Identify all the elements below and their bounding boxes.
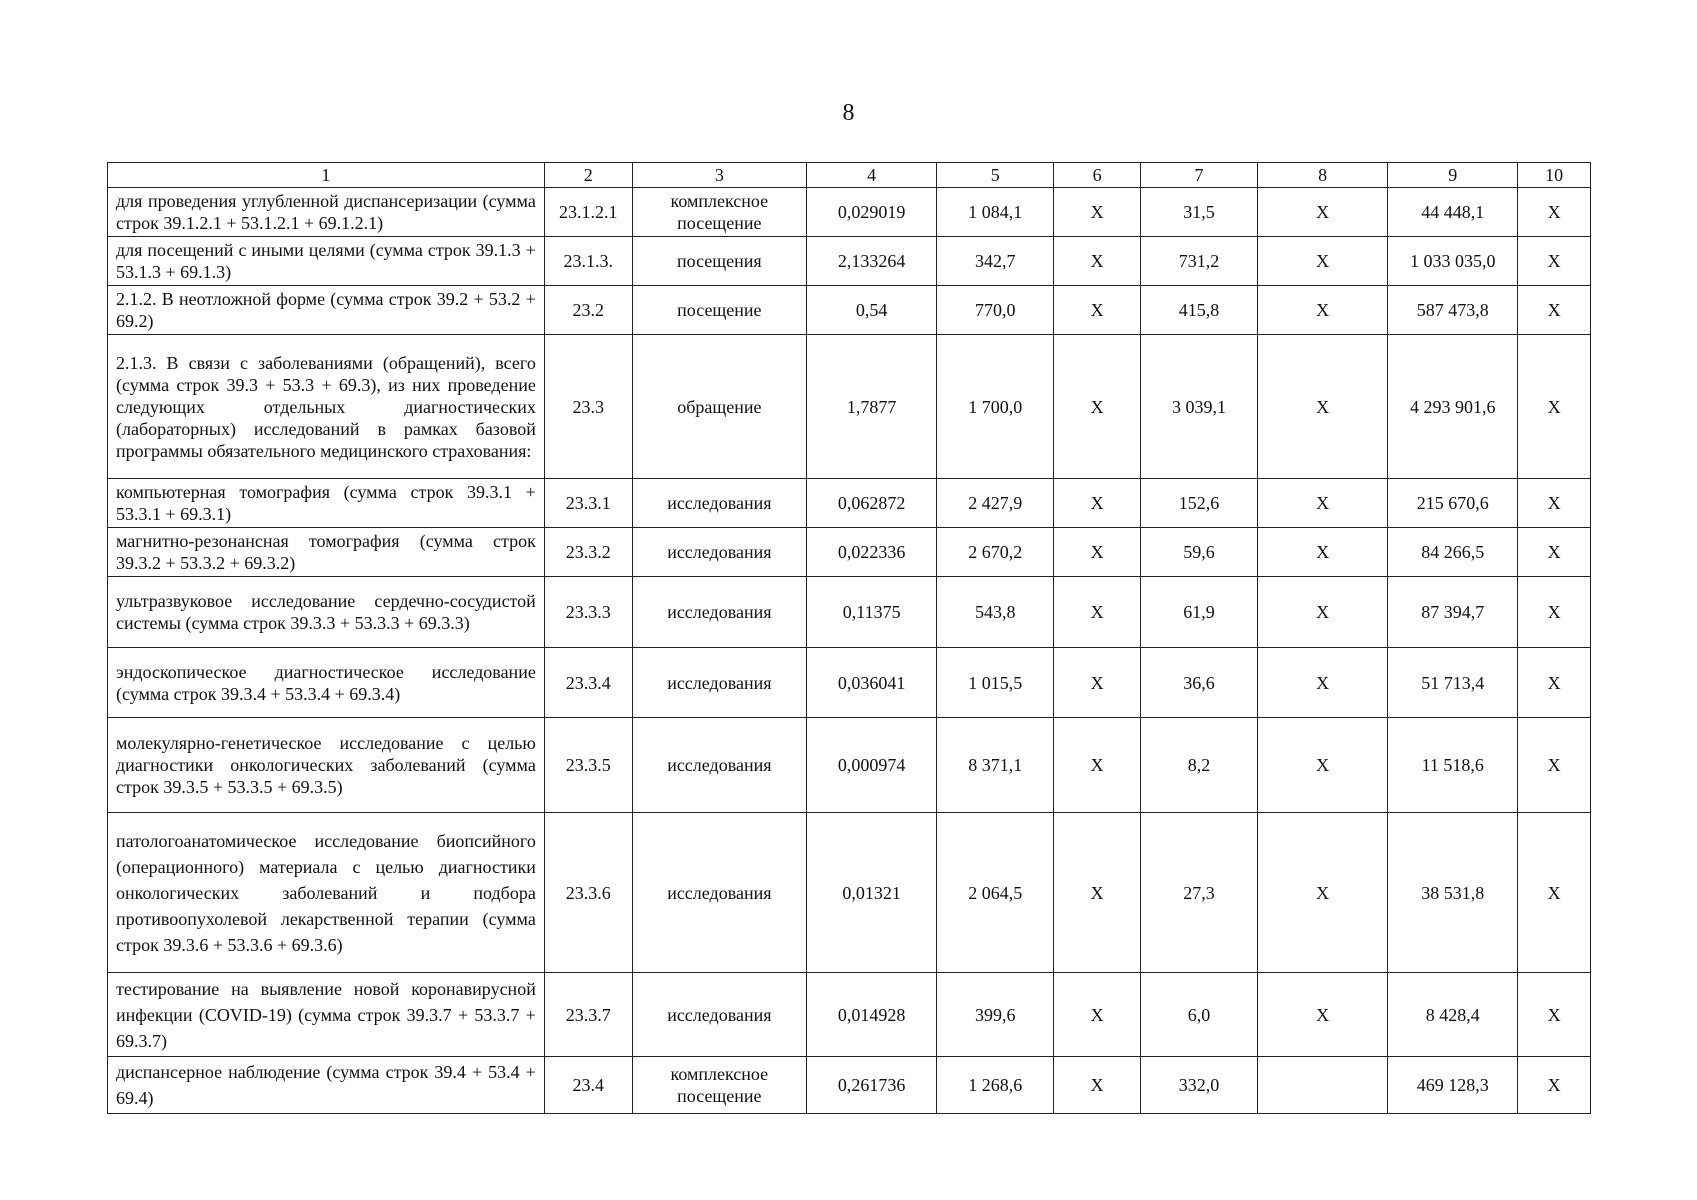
- table-row: [108, 237, 1591, 286]
- cell: 4 293 901,6: [1388, 335, 1518, 479]
- row-unit: посещение: [632, 286, 807, 335]
- cell: 6,0: [1141, 973, 1258, 1057]
- cell: X: [1054, 286, 1141, 335]
- cell: X: [1518, 718, 1591, 813]
- cell: X: [1518, 335, 1591, 479]
- cell: 215 670,6: [1388, 479, 1518, 528]
- cell: X: [1518, 479, 1591, 528]
- cell: 38 531,8: [1388, 813, 1518, 973]
- cell: X: [1258, 335, 1388, 479]
- row-unit: исследования: [632, 718, 807, 813]
- table-row: [108, 286, 1591, 335]
- cell: X: [1258, 973, 1388, 1057]
- cell: 11 518,6: [1388, 718, 1518, 813]
- column-header: 4: [807, 163, 937, 188]
- table-row: [108, 577, 1591, 648]
- cell: 415,8: [1141, 286, 1258, 335]
- cell: X: [1054, 237, 1141, 286]
- cell: X: [1054, 813, 1141, 973]
- cell: X: [1518, 577, 1591, 648]
- row-description: ультразвуковое исследование сердечно-сосудистой системы (сумма строк 39.3.3 + 53.3.3 + 69.3.3): [108, 577, 545, 648]
- cell: 51 713,4: [1388, 648, 1518, 718]
- cell: 0,062872: [807, 479, 937, 528]
- cell: 1 033 035,0: [1388, 237, 1518, 286]
- row-unit: исследования: [632, 813, 807, 973]
- row-description: 2.1.3. В связи с заболеваниями (обращений), всего (сумма строк 39.3 + 53.3 + 69.3), из них проведение следующих отдельных диагностических (лабораторных) исследований в рамках базовой программы обязательного медицинского страхования:: [108, 335, 545, 479]
- row-unit: комплексное посещение: [632, 188, 807, 237]
- table-row: [108, 973, 1591, 1057]
- column-header: 5: [937, 163, 1054, 188]
- cell: 731,2: [1141, 237, 1258, 286]
- column-header: 9: [1388, 163, 1518, 188]
- column-header: 7: [1141, 163, 1258, 188]
- column-header: 10: [1518, 163, 1591, 188]
- row-code: 23.3.6: [544, 813, 632, 973]
- cell: 1 700,0: [937, 335, 1054, 479]
- row-unit: комплексное посещение: [632, 1057, 807, 1114]
- row-code: 23.3.1: [544, 479, 632, 528]
- cell: X: [1258, 813, 1388, 973]
- cell: X: [1258, 479, 1388, 528]
- column-header: 8: [1258, 163, 1388, 188]
- cell: X: [1054, 479, 1141, 528]
- cell: 44 448,1: [1388, 188, 1518, 237]
- row-unit: обращение: [632, 335, 807, 479]
- cell: 0,029019: [807, 188, 937, 237]
- row-unit: исследования: [632, 577, 807, 648]
- cell: 1 268,6: [937, 1057, 1054, 1114]
- row-unit: исследования: [632, 973, 807, 1057]
- cell: X: [1258, 718, 1388, 813]
- row-description: магнитно-резонансная томография (сумма строк 39.3.2 + 53.3.2 + 69.3.2): [108, 528, 545, 577]
- table-row: [108, 813, 1591, 973]
- row-code: 23.1.3.: [544, 237, 632, 286]
- cell: X: [1518, 813, 1591, 973]
- cell: 0,54: [807, 286, 937, 335]
- cell: 36,6: [1141, 648, 1258, 718]
- column-header: 3: [632, 163, 807, 188]
- cell: 8,2: [1141, 718, 1258, 813]
- cell: X: [1518, 286, 1591, 335]
- row-unit: исследования: [632, 528, 807, 577]
- table-row: [108, 648, 1591, 718]
- cell: 342,7: [937, 237, 1054, 286]
- row-code: 23.3.3: [544, 577, 632, 648]
- cell: X: [1518, 648, 1591, 718]
- cell: X: [1054, 718, 1141, 813]
- row-description: 2.1.2. В неотложной форме (сумма строк 39.2 + 53.2 + 69.2): [108, 286, 545, 335]
- cell: 399,6: [937, 973, 1054, 1057]
- row-code: 23.3.7: [544, 973, 632, 1057]
- row-code: 23.1.2.1: [544, 188, 632, 237]
- cell: X: [1518, 528, 1591, 577]
- column-header: 2: [544, 163, 632, 188]
- cell: 469 128,3: [1388, 1057, 1518, 1114]
- cell: 8 371,1: [937, 718, 1054, 813]
- table-row: [108, 479, 1591, 528]
- cell: X: [1054, 973, 1141, 1057]
- cell: 0,01321: [807, 813, 937, 973]
- cell: 61,9: [1141, 577, 1258, 648]
- cell: 2 427,9: [937, 479, 1054, 528]
- cell: 0,014928: [807, 973, 937, 1057]
- table-row: [108, 335, 1591, 479]
- cell: 2,133264: [807, 237, 937, 286]
- cell: 587 473,8: [1388, 286, 1518, 335]
- cell: X: [1258, 188, 1388, 237]
- row-code: 23.3.5: [544, 718, 632, 813]
- cell: X: [1054, 648, 1141, 718]
- row-description: эндоскопическое диагностическое исследование (сумма строк 39.3.4 + 53.3.4 + 69.3.4): [108, 648, 545, 718]
- cell: X: [1054, 577, 1141, 648]
- cell: 1 084,1: [937, 188, 1054, 237]
- cell: 0,11375: [807, 577, 937, 648]
- column-header: 6: [1054, 163, 1141, 188]
- cell: 2 670,2: [937, 528, 1054, 577]
- data-table: [107, 162, 1591, 1114]
- row-unit: исследования: [632, 479, 807, 528]
- row-unit: посещения: [632, 237, 807, 286]
- table-row: [108, 1057, 1591, 1114]
- cell: 1,7877: [807, 335, 937, 479]
- cell: X: [1258, 648, 1388, 718]
- cell: X: [1518, 973, 1591, 1057]
- cell: 0,000974: [807, 718, 937, 813]
- cell: X: [1054, 335, 1141, 479]
- row-unit: исследования: [632, 648, 807, 718]
- page-number: 8: [842, 100, 855, 126]
- cell: 543,8: [937, 577, 1054, 648]
- cell: 152,6: [1141, 479, 1258, 528]
- cell: 0,022336: [807, 528, 937, 577]
- table-row: [108, 188, 1591, 237]
- column-number-row: [108, 163, 1591, 188]
- cell: X: [1258, 577, 1388, 648]
- cell: 0,036041: [807, 648, 937, 718]
- row-description: тестирование на выявление новой коронавирусной инфекции (COVID-19) (сумма строк 39.3.7 + 53.3.7 + 69.3.7): [108, 973, 545, 1057]
- row-description: для проведения углубленной диспансеризации (сумма строк 39.1.2.1 + 53.1.2.1 + 69.1.2.1): [108, 188, 545, 237]
- cell: 2 064,5: [937, 813, 1054, 973]
- cell: 1 015,5: [937, 648, 1054, 718]
- cell: X: [1054, 528, 1141, 577]
- cell: 0,261736: [807, 1057, 937, 1114]
- cell: X: [1054, 188, 1141, 237]
- cell: X: [1258, 237, 1388, 286]
- cell: X: [1518, 237, 1591, 286]
- row-description: для посещений с иными целями (сумма строк 39.1.3 + 53.1.3 + 69.1.3): [108, 237, 545, 286]
- cell: 8 428,4: [1388, 973, 1518, 1057]
- row-description: компьютерная томография (сумма строк 39.3.1 + 53.3.1 + 69.3.1): [108, 479, 545, 528]
- cell: 31,5: [1141, 188, 1258, 237]
- cell: 59,6: [1141, 528, 1258, 577]
- cell: 332,0: [1141, 1057, 1258, 1114]
- cell: X: [1258, 528, 1388, 577]
- cell: 84 266,5: [1388, 528, 1518, 577]
- row-description: диспансерное наблюдение (сумма строк 39.4 + 53.4 + 69.4): [108, 1057, 545, 1114]
- table-row: [108, 718, 1591, 813]
- cell: 87 394,7: [1388, 577, 1518, 648]
- row-description: молекулярно-генетическое исследование с целью диагностики онкологических заболеваний (сумма строк 39.3.5 + 53.3.5 + 69.3.5): [108, 718, 545, 813]
- cell: [1258, 1057, 1388, 1114]
- table-row: [108, 528, 1591, 577]
- column-header: 1: [108, 163, 545, 188]
- row-code: 23.4: [544, 1057, 632, 1114]
- cell: 27,3: [1141, 813, 1258, 973]
- cell: X: [1518, 188, 1591, 237]
- cell: 770,0: [937, 286, 1054, 335]
- cell: X: [1258, 286, 1388, 335]
- cell: 3 039,1: [1141, 335, 1258, 479]
- row-description: патологоанатомическое исследование биопсийного (операционного) материала с целью диагностики онкологических заболеваний и подбора противоопухолевой лекарственной терапии (сумма строк 39.3.6 + 53.3.6 + 69.3.6): [108, 813, 545, 973]
- cell: X: [1518, 1057, 1591, 1114]
- row-code: 23.3.4: [544, 648, 632, 718]
- row-code: 23.3: [544, 335, 632, 479]
- row-code: 23.3.2: [544, 528, 632, 577]
- row-code: 23.2: [544, 286, 632, 335]
- cell: X: [1054, 1057, 1141, 1114]
